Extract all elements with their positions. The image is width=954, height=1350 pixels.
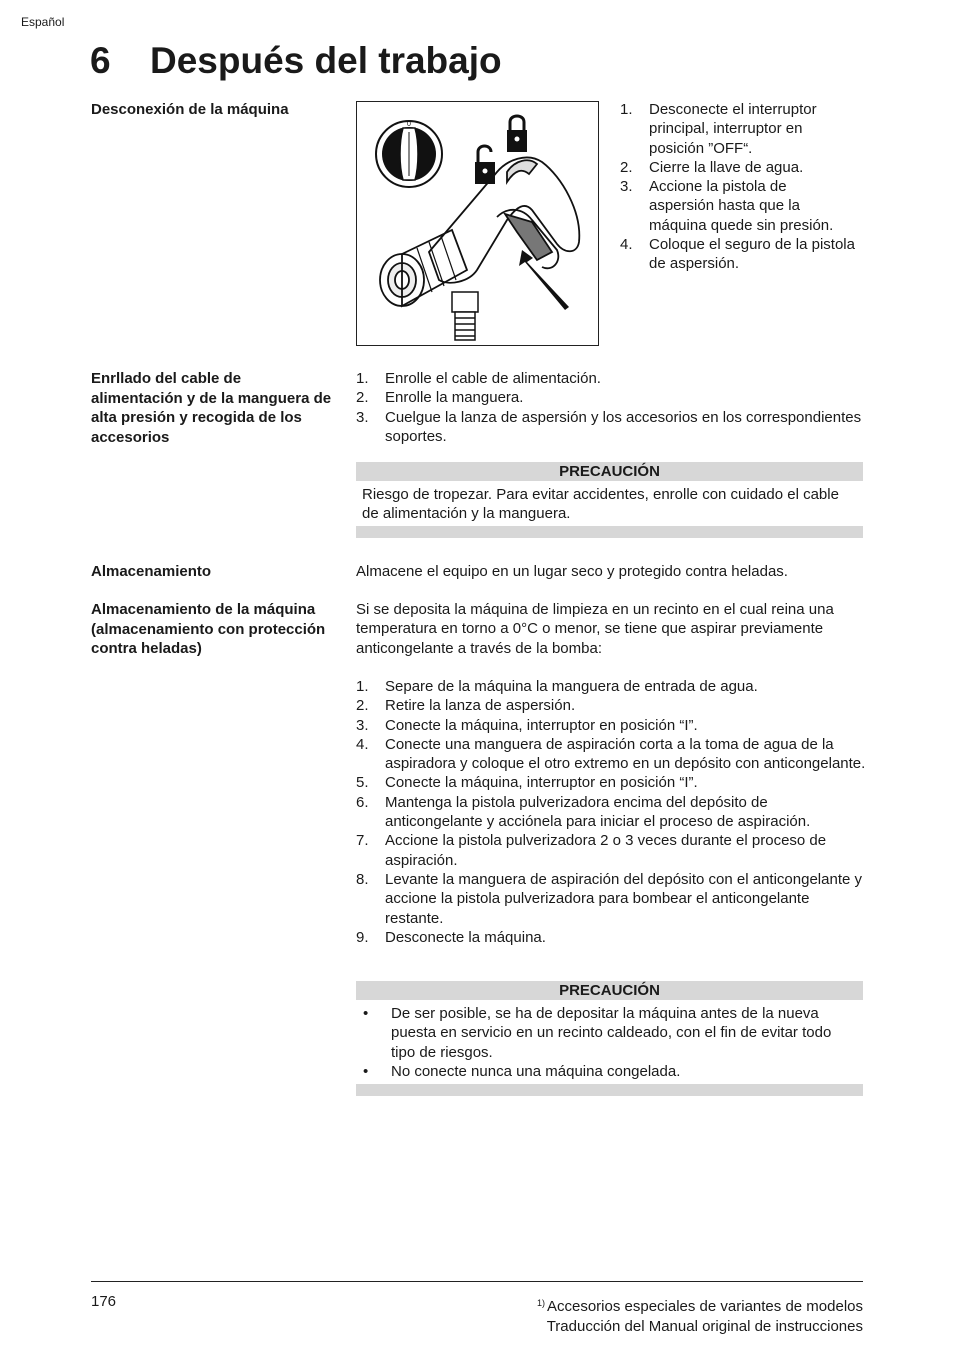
arrow-icon (519, 250, 569, 310)
list-item: 2. Retire la lanza de aspersión. (356, 697, 576, 715)
list-item: 3. Conecte la máquina, interruptor en posición “I”. (356, 716, 698, 734)
list-item: 5. Conecte la máquina, interruptor en posición “I”. (356, 774, 698, 792)
footnote-text: Accesorios especiales de variantes de modelos (546, 1298, 863, 1315)
list-item: • No conecte nunca una máquina congelada. (363, 1062, 681, 1080)
frost-intro: Si se deposita la máquina de limpieza en un recinto en el cual reina una temperatura en torno a 0°C o menor, se tiene que aspirar previamente anticongelante a través de la bomba: (356, 601, 834, 657)
spray-gun-illustration (357, 102, 598, 345)
list-item: 1. Separe de la máquina la manguera de entrada de agua. (356, 678, 758, 695)
svg-text:0: 0 (407, 121, 411, 128)
list-item: 7. Accione la pistola pulverizadora 2 o 3 veces durante el proceso de aspiración. (356, 832, 827, 869)
spray-gun-figure (356, 101, 599, 346)
footnote-mark: 1) (536, 1298, 545, 1308)
warning-list-frost (356, 1004, 856, 1081)
main-switch-icon (376, 121, 442, 187)
list-item: 2. Cierre la llave de agua. (620, 158, 804, 176)
disconnect-steps (620, 100, 855, 274)
heading-storage: Almacenamiento (91, 563, 212, 580)
warning-label-coil: PRECAUCIÓN (356, 462, 863, 481)
list-item: 3. Accione la pistola de aspersión hasta que la máquina quede sin presión. (620, 178, 834, 234)
language-label: Español (21, 15, 65, 29)
warning-label-frost: PRECAUCIÓN (356, 981, 863, 1000)
hose-connector (452, 292, 478, 340)
page-number: 176 (91, 1293, 117, 1310)
chapter-number: 6 (90, 40, 111, 81)
list-item: 1. Desconecte el interruptor principal, interruptor en posición ”OFF“. (620, 101, 817, 157)
chapter-title (90, 40, 502, 82)
footer-rule (91, 1281, 863, 1282)
frost-steps (356, 677, 868, 947)
heading-frost: Almacenamiento de la máquina (almacenamiento con protección contra heladas) (91, 601, 326, 657)
heading-disconnect: Desconexión de la máquina (91, 101, 289, 118)
heading-coil: Enrllado del cable de alimentación y de la manguera de alta presión y recogida de los accesorios (91, 370, 332, 446)
warning-end-bar (356, 526, 863, 538)
chapter-title-text: Después del trabajo (150, 40, 502, 81)
coil-steps (356, 369, 866, 446)
warning-end-bar (356, 1084, 863, 1096)
list-item: 9. Desconecte la máquina. (356, 928, 546, 946)
manual-note: Traducción del Manual original de instrucciones (546, 1318, 863, 1335)
warning-text-coil: Riesgo de tropezar. Para evitar accidentes, enrolle con cuidado el cable de alimentación y la manguera. (362, 486, 839, 523)
list-item: 6. Mantenga la pistola pulverizadora encima del depósito de anticongelante y acciónela para iniciar el proceso de aspiración. (356, 793, 811, 831)
list-item: • De ser posible, se ha de depositar la máquina antes de la nueva puesta en servicio en un recinto caldeado, con el fin de evitar todo tipo de riesgos. (363, 1005, 832, 1061)
gun-body (429, 157, 579, 282)
footer-notes (537, 1293, 863, 1337)
list-item: 3. Cuelgue la lanza de aspersión y los accesorios en los correspondientes soportes. (356, 408, 862, 445)
list-item: 2. Enrolle la manguera. (356, 389, 524, 407)
list-item: 1. Enrolle el cable de alimentación. (356, 370, 601, 387)
lock-closed-icon (507, 116, 527, 152)
storage-text: Almacene el equipo en un lugar seco y protegido contra heladas. (356, 563, 788, 580)
list-item: 4. Conecte una manguera de aspiración corta a la toma de agua de la aspiradora y coloque el otro extremo en un depósito con anticongelante. (356, 735, 866, 773)
lock-open-icon (475, 146, 495, 184)
list-item: 8. Levante la manguera de aspiración del depósito con el anticongelante y accione la pistola pulverizadora para bombear el anticongelante restante. (356, 870, 862, 927)
list-item: 4. Coloque el seguro de la pistola de aspersión. (620, 236, 855, 273)
